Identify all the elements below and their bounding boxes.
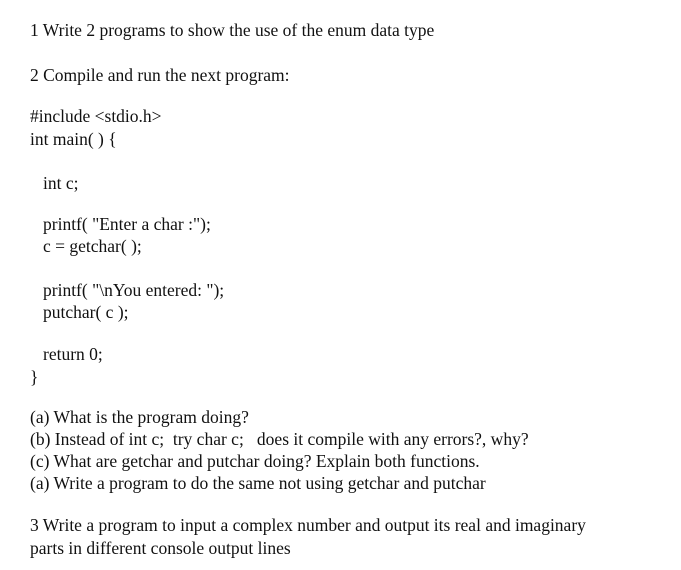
code-line: return 0; [43,344,103,364]
subquestion-item: (c) What are getchar and putchar doing? Explain both functions. [30,451,480,471]
question-2: 2 Compile and run the next program: [30,65,290,85]
code-line: putchar( c ); [43,302,129,322]
question-1: 1 Write 2 programs to show the use of the enum data type [30,20,435,40]
code-line: int main( ) { [30,129,117,149]
question-3-line: 3 Write a program to input a complex number and output its real and imaginary [30,515,586,535]
code-line: } [30,367,39,387]
code-line: #include <stdio.h> [30,106,162,126]
code-line: c = getchar( ); [43,236,142,256]
subquestion-item: (b) Instead of int c; try char c; does it compile with any errors?, why? [30,429,529,449]
subquestion-item: (a) What is the program doing? [30,407,249,427]
question-3-line: parts in different console output lines [30,538,291,558]
subquestion-item: (a) Write a program to do the same not using getchar and putchar [30,473,486,493]
code-line: printf( "\nYou entered: "); [43,280,225,300]
code-line: int c; [43,173,79,193]
code-line: printf( "Enter a char :"); [43,214,211,234]
